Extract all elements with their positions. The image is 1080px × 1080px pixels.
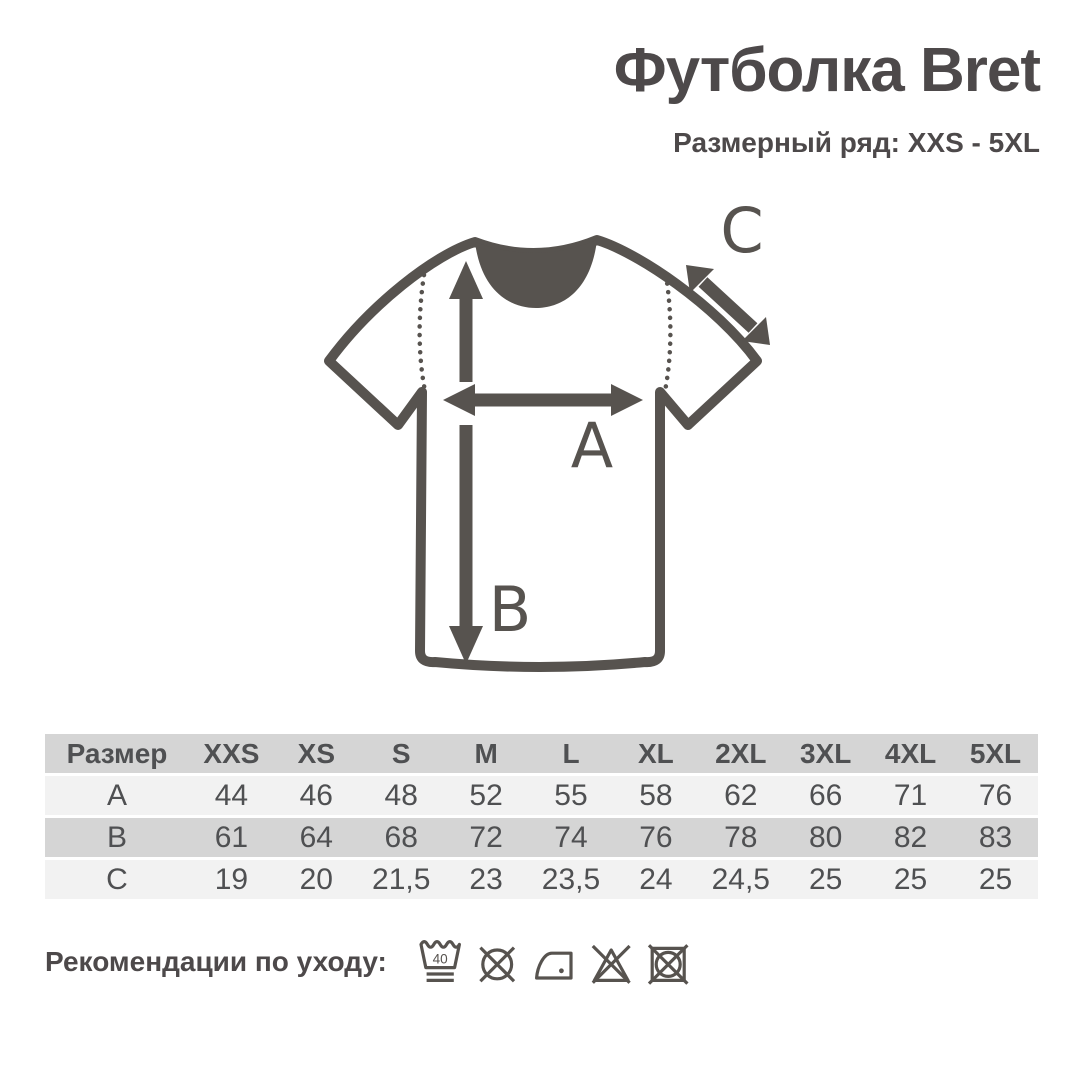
table-cell: 71	[868, 776, 953, 815]
label-a: A	[570, 409, 614, 482]
table-cell: 24,5	[698, 860, 783, 899]
size-range-subtitle: Размерный ряд: XXS - 5XL	[673, 127, 1040, 159]
size-table-header-cell: Размер	[45, 734, 189, 773]
table-cell: 19	[189, 860, 274, 899]
size-table-header-cell: XL	[613, 734, 698, 773]
table-cell: 25	[953, 860, 1038, 899]
table-cell: 55	[529, 776, 614, 815]
table-cell: 25	[868, 860, 953, 899]
care-icons-row	[417, 933, 693, 991]
size-table-header-cell: XS	[274, 734, 359, 773]
size-table	[45, 731, 1038, 902]
table-cell: 74	[529, 818, 614, 857]
label-b: B	[488, 573, 532, 646]
size-table-header-cell: XXS	[189, 734, 274, 773]
table-cell: 44	[189, 776, 274, 815]
size-table-header-row	[45, 734, 1038, 773]
table-cell: 66	[783, 776, 868, 815]
table-cell: 78	[698, 818, 783, 857]
svg-text:40: 40	[432, 951, 448, 967]
size-table-header-cell: 4XL	[868, 734, 953, 773]
table-cell: 21,5	[359, 860, 444, 899]
table-cell: 76	[953, 776, 1038, 815]
table-cell: 23	[444, 860, 529, 899]
size-table-header-cell: 5XL	[953, 734, 1038, 773]
care-label: Рекомендации по уходу:	[45, 946, 387, 977]
row-label: B	[45, 818, 189, 857]
size-table-header-cell: L	[529, 734, 614, 773]
table-cell: 80	[783, 818, 868, 857]
table-cell: 76	[613, 818, 698, 857]
wash-40-icon	[417, 933, 465, 991]
care-recommendations	[45, 930, 693, 994]
row-label: C	[45, 860, 189, 899]
table-cell: 62	[698, 776, 783, 815]
table-row-a	[45, 776, 1038, 815]
table-cell: 23,5	[529, 860, 614, 899]
size-table-header-cell: 2XL	[698, 734, 783, 773]
do-not-tumble-dry-icon	[645, 933, 693, 991]
table-row-b	[45, 818, 1038, 857]
do-not-bleach-icon	[588, 933, 636, 991]
table-cell: 20	[274, 860, 359, 899]
row-label: A	[45, 776, 189, 815]
table-cell: 82	[868, 818, 953, 857]
header	[614, 38, 1040, 159]
tshirt-diagram-svg	[295, 175, 795, 695]
tshirt-measurement-diagram	[295, 175, 795, 695]
label-c: C	[720, 194, 764, 267]
table-cell: 24	[613, 860, 698, 899]
size-table-header-cell: S	[359, 734, 444, 773]
size-table-header-cell: 3XL	[783, 734, 868, 773]
do-not-dry-clean-icon	[474, 933, 522, 991]
table-cell: 72	[444, 818, 529, 857]
table-cell: 52	[444, 776, 529, 815]
table-row-c	[45, 860, 1038, 899]
iron-one-dot-icon	[531, 933, 579, 991]
table-cell: 68	[359, 818, 444, 857]
table-cell: 48	[359, 776, 444, 815]
table-cell: 83	[953, 818, 1038, 857]
size-table-header-cell: M	[444, 734, 529, 773]
page-title: Футболка Bret	[613, 36, 1040, 105]
table-cell: 25	[783, 860, 868, 899]
table-cell: 46	[274, 776, 359, 815]
table-cell: 58	[613, 776, 698, 815]
table-cell: 64	[274, 818, 359, 857]
table-cell: 61	[189, 818, 274, 857]
